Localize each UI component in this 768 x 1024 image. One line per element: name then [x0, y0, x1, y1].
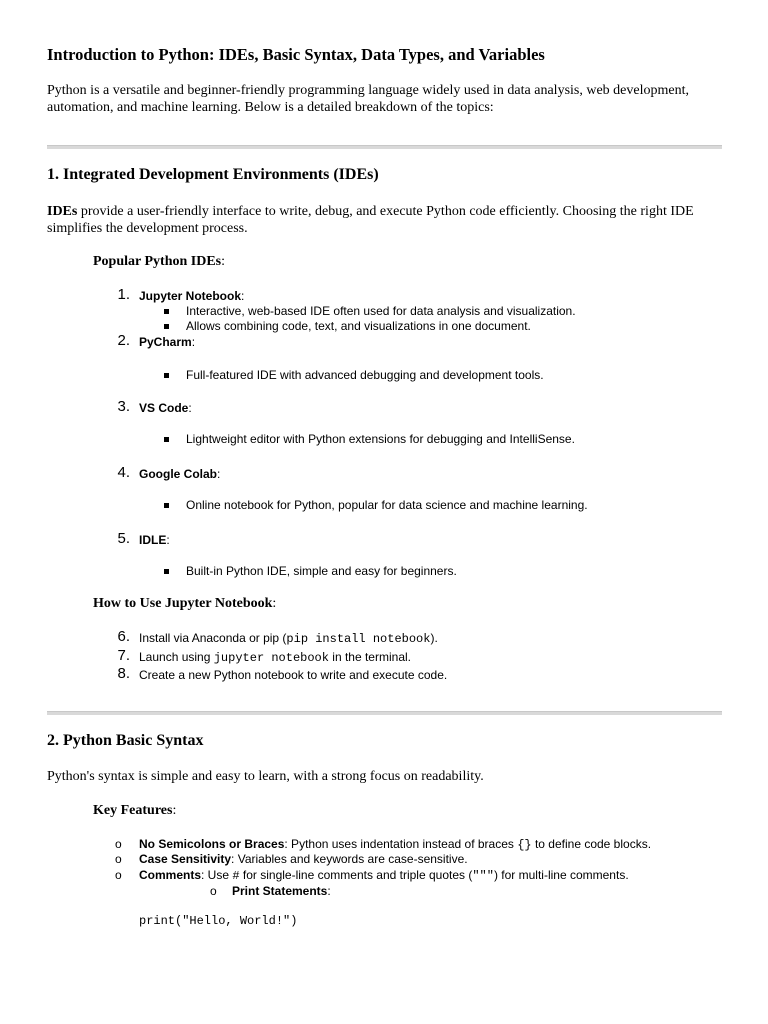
feature-text: : Variables and keywords are case-sensitive. — [231, 852, 468, 866]
step-text: Install via Anaconda or pip ( — [139, 631, 287, 645]
list-number: 8. — [117, 665, 130, 682]
key-features-heading: Key Features: — [93, 803, 177, 818]
popular-ides-label: Popular Python IDEs — [93, 254, 222, 269]
jupyter-howto-label: How to Use Jupyter Notebook — [93, 596, 273, 611]
list-number: 5. — [117, 530, 130, 547]
inline-code: # — [232, 869, 240, 883]
intro-paragraph: Python is a versatile and beginner-friendly programming language widely used in data analysis, web development, automation, and machine learning. Below is a detailed breakdown of the topics: — [47, 83, 689, 115]
section-1-heading: 1. Integrated Development Environments (IDEs) — [47, 166, 379, 183]
section-2-heading: 2. Python Basic Syntax — [47, 732, 204, 749]
circle-bullet-icon: o — [210, 884, 217, 898]
jupyter-step — [139, 650, 411, 665]
ides-paragraph — [47, 203, 727, 237]
circle-bullet-icon: o — [115, 852, 122, 866]
feature-term: No Semicolons or Braces — [139, 837, 285, 851]
circle-bullet-icon: o — [115, 868, 122, 882]
print-statements-item: Print Statements: — [232, 884, 331, 898]
list-number: 6. — [117, 628, 130, 645]
square-bullet-icon — [164, 324, 169, 329]
circle-bullet-icon: o — [115, 837, 122, 851]
feature-term: Comments — [139, 868, 202, 882]
ide-bullet: Lightweight editor with Python extensions for debugging and IntelliSense. — [186, 432, 575, 446]
section-divider — [47, 711, 722, 715]
ides-term: IDEs — [47, 204, 78, 219]
list-number: 2. — [117, 332, 130, 349]
list-number: 1. — [117, 286, 130, 303]
jupyter-step — [139, 631, 438, 646]
feature-text: for single-line comments and triple quotes ( — [239, 868, 473, 882]
list-number: 7. — [117, 647, 130, 664]
ide-idle: IDLE: — [139, 533, 170, 547]
feature-term: Case Sensitivity — [139, 852, 232, 866]
step-text: in the terminal. — [328, 650, 411, 664]
square-bullet-icon — [164, 309, 169, 314]
ide-name: PyCharm — [139, 335, 192, 349]
ide-colab: Google Colab: — [139, 467, 221, 481]
square-bullet-icon — [164, 373, 169, 378]
list-number: 4. — [117, 464, 130, 481]
document-title: Introduction to Python: IDEs, Basic Syntax, Data Types, and Variables — [47, 45, 545, 64]
square-bullet-icon — [164, 569, 169, 574]
jupyter-howto-heading: How to Use Jupyter Notebook: — [93, 596, 277, 611]
ide-jupyter: Jupyter Notebook: — [139, 289, 245, 303]
inline-code: pip install notebook — [286, 632, 431, 646]
feature-item — [139, 852, 468, 866]
ide-pycharm: PyCharm: — [139, 335, 196, 349]
ide-bullet: Built-in Python IDE, simple and easy for beginners. — [186, 564, 457, 578]
square-bullet-icon — [164, 437, 169, 442]
feature-term: Print Statements — [232, 884, 328, 898]
inline-code: jupyter notebook — [213, 651, 329, 665]
jupyter-step: Create a new Python notebook to write and execute code. — [139, 668, 448, 682]
code-sample: print("Hello, World!") — [139, 914, 298, 928]
feature-item — [139, 868, 629, 883]
ide-name: IDLE — [139, 533, 167, 547]
ide-name: Jupyter Notebook — [139, 289, 242, 303]
ide-name: VS Code — [139, 401, 189, 415]
ide-bullet: Full-featured IDE with advanced debugging and development tools. — [186, 368, 544, 382]
feature-text: ) for multi-line comments. — [493, 868, 629, 882]
inline-code: {} — [517, 838, 532, 852]
feature-text: : Python uses indentation instead of braces — [284, 837, 518, 851]
feature-text: to define code blocks. — [531, 837, 652, 851]
step-text: ). — [430, 631, 438, 645]
inline-code: """ — [472, 869, 494, 883]
square-bullet-icon — [164, 503, 169, 508]
popular-ides-heading: Popular Python IDEs: — [93, 254, 225, 269]
feature-text: : Use — [201, 868, 233, 882]
step-text: Launch using — [139, 650, 214, 664]
ide-bullet: Interactive, web-based IDE often used for data analysis and visualization. — [186, 304, 576, 318]
ides-description: provide a user-friendly interface to write, debug, and execute Python code efficiently. Choosing the right IDE simplifies the development process. — [47, 204, 694, 236]
key-features-label: Key Features — [93, 803, 173, 818]
feature-item — [139, 837, 651, 852]
syntax-paragraph: Python's syntax is simple and easy to learn, with a strong focus on readability. — [47, 769, 484, 784]
ide-bullet: Online notebook for Python, popular for data science and machine learning. — [186, 498, 588, 512]
ide-name: Google Colab — [139, 467, 217, 481]
section-divider — [47, 145, 722, 149]
list-number: 3. — [117, 398, 130, 415]
ide-vscode: VS Code: — [139, 401, 192, 415]
ide-bullet: Allows combining code, text, and visualizations in one document. — [186, 319, 531, 333]
